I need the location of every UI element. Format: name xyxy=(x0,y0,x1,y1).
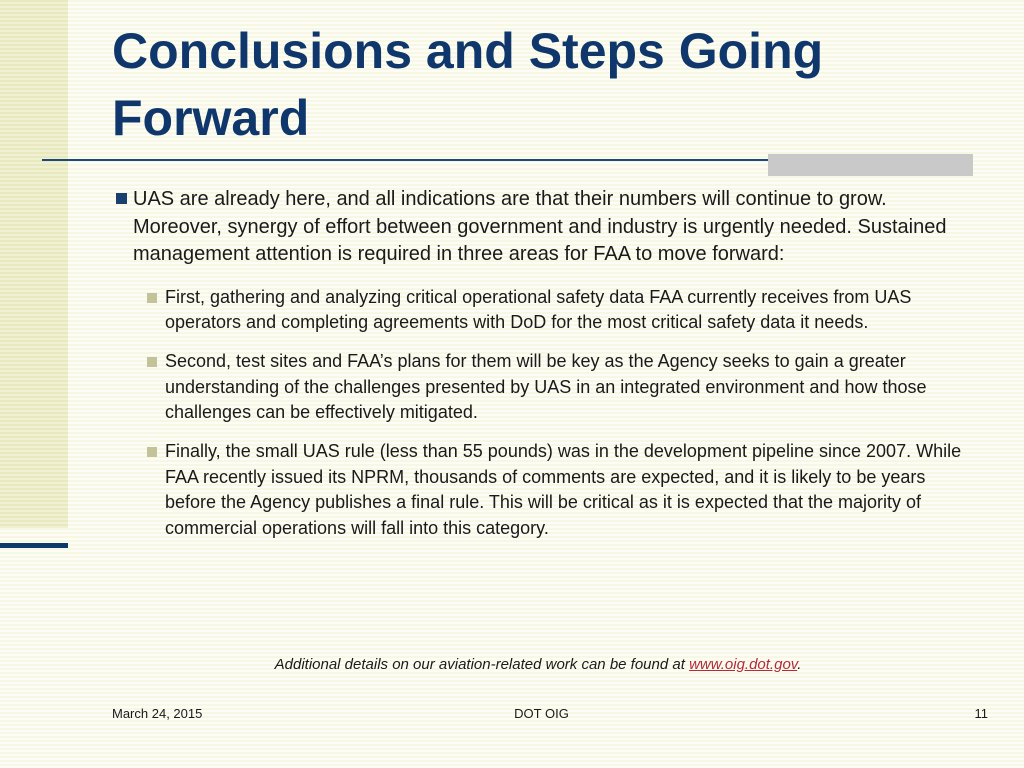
sub-bullet-2 xyxy=(145,349,972,426)
footer-organization: DOT OIG xyxy=(514,706,569,721)
footer-page-number: 11 xyxy=(974,706,988,721)
bullet-list xyxy=(112,186,972,542)
slide-title: Conclusions and Steps Going Forward xyxy=(112,23,824,146)
sub-bullet-3 xyxy=(145,439,972,542)
left-decorative-band xyxy=(0,0,68,528)
divider-accent-block xyxy=(768,154,973,176)
additional-details-note xyxy=(0,656,1024,673)
main-bullet-text: UAS are already here, and all indications are that their numbers will continue to grow. Moreover, synergy of effort between government and industry is urgently needed. Sustained management attention is required in three areas for FAA to move forward: xyxy=(133,188,947,265)
main-bullet xyxy=(112,186,972,269)
note-prefix: Additional details on our aviation-related work can be found at xyxy=(274,656,690,673)
note-suffix: . xyxy=(797,656,802,673)
square-bullet-icon xyxy=(147,357,157,367)
left-accent-bar xyxy=(0,543,68,548)
square-bullet-icon xyxy=(147,293,157,303)
square-bullet-icon xyxy=(116,193,127,204)
footer-date: March 24, 2015 xyxy=(112,706,203,721)
sub-bullet-1 xyxy=(145,285,972,336)
sub-bullet-text: Second, test sites and FAA’s plans for them will be key as the Agency seeks to gain a greater understanding of the challenges presented by UAS in an integrated environment and how those challenges can be effectively mitigated. xyxy=(165,350,927,423)
sub-bullet-text: Finally, the small UAS rule (less than 55 pounds) was in the development pipeline since 2007. While FAA recently issued its NPRM, thousands of comments are expected, and it is likely to be years before the Agency publishes a final rule. This will be critical as it is expected that the majority of commercial operations will fall into this category. xyxy=(165,441,962,539)
sub-bullet-text: First, gathering and analyzing critical operational safety data FAA currently receives from UAS operators and completing agreements with DoD for the most critical safety data it needs. xyxy=(165,286,912,333)
square-bullet-icon xyxy=(147,447,157,457)
oig-website-link[interactable]: www.oig.dot.gov xyxy=(689,656,798,673)
